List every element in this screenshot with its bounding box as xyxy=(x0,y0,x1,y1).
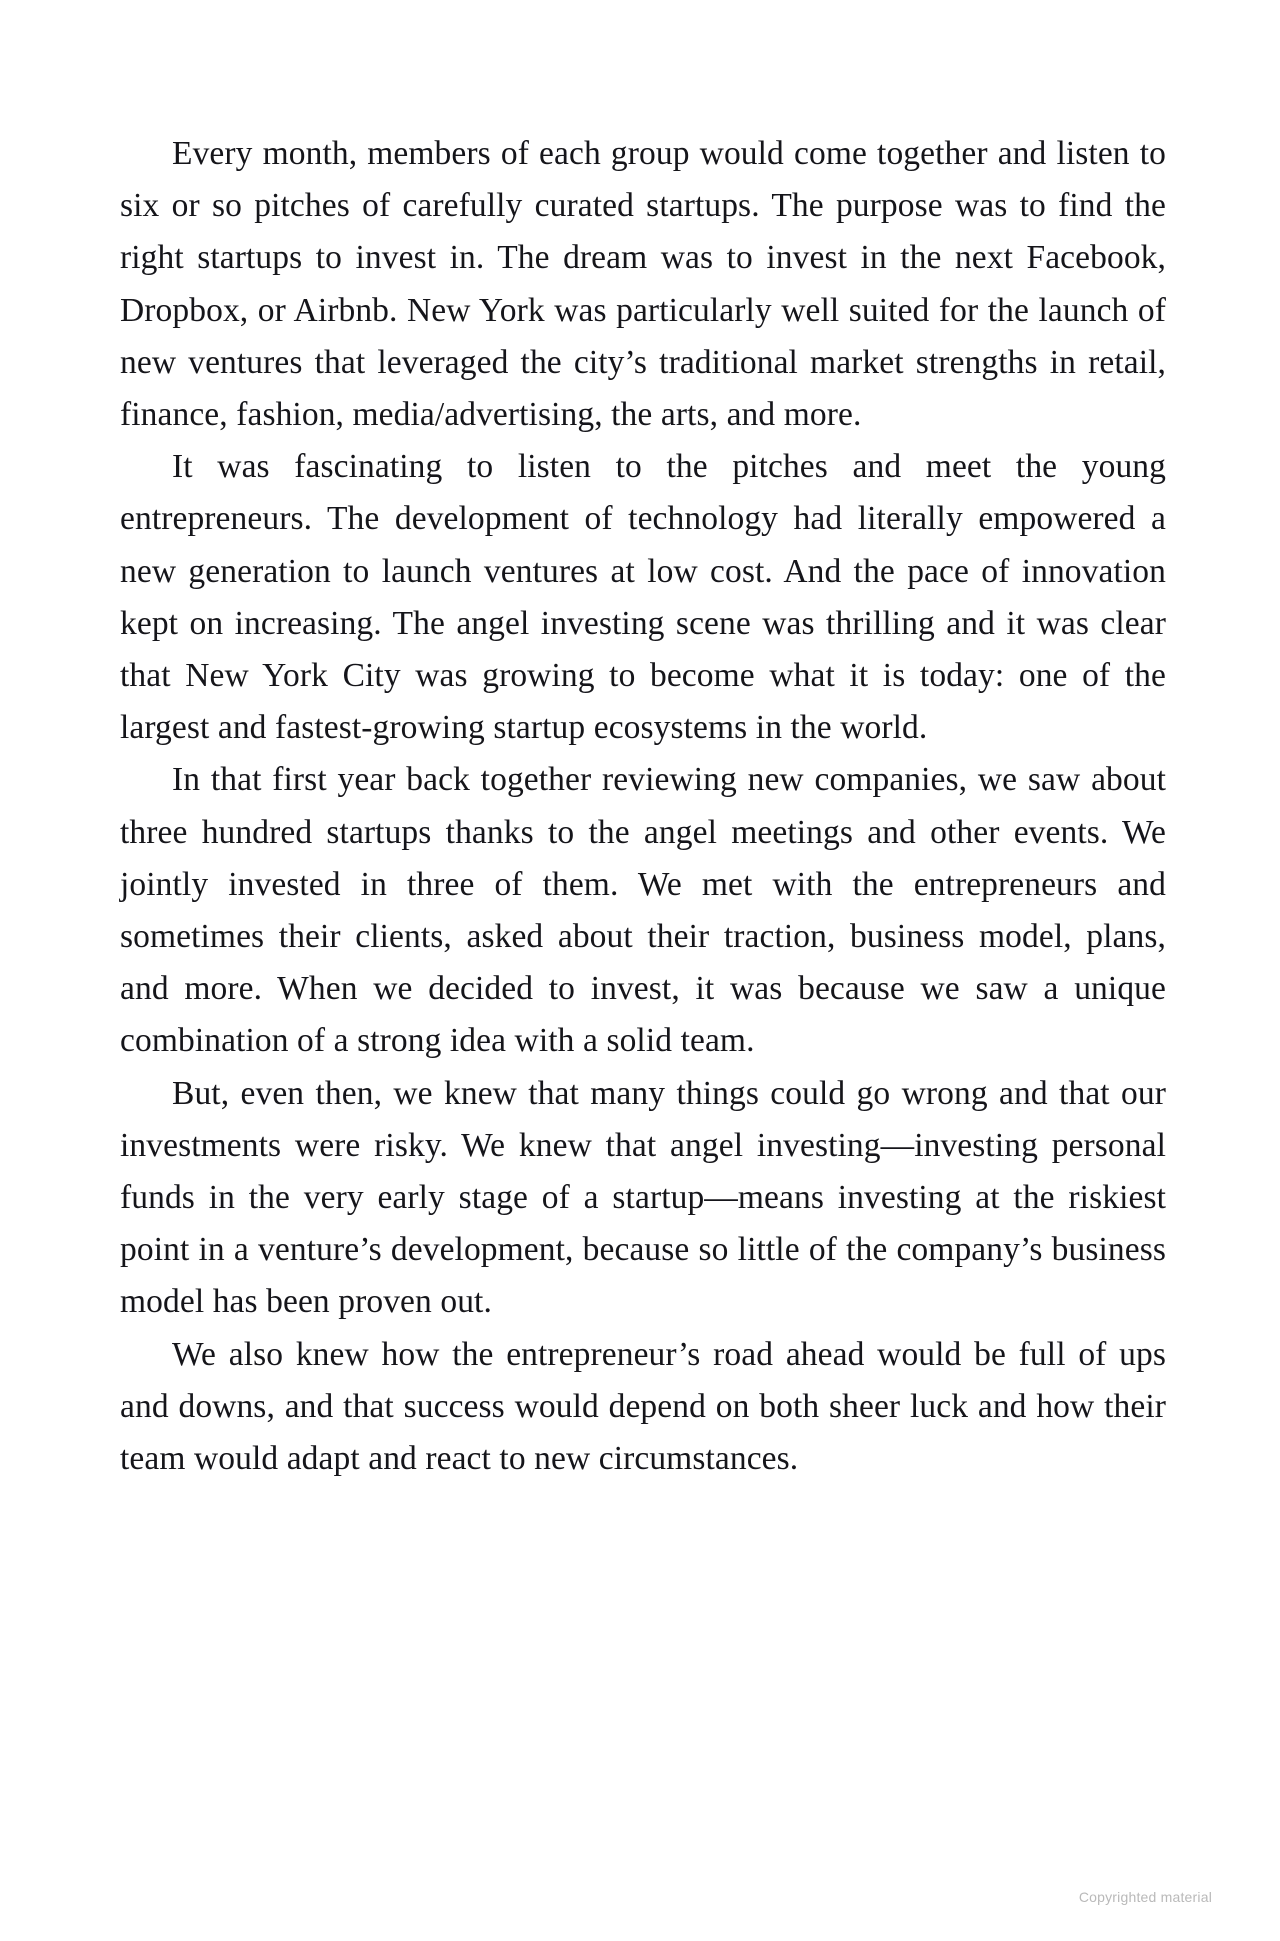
paragraph: Every month, members of each group would come together and listen to six or so pitches of carefully curated startups. The purpose was to find the right startups to invest in. The dream was to invest in the next Facebook, Dropbox, or Airbnb. New York was particularly well suited for the launch of new ventures that leveraged the city’s traditional market strengths in retail, finance, fashion, media/advertising, the arts, and more. xyxy=(120,135,1166,434)
paragraph: We also knew how the entrepreneur’s road ahead would be full of ups and downs, and that success would depend on both sheer luck and how their team would adapt and react to new circumstances. xyxy=(120,1335,1166,1478)
copyright-notice: Copyrighted material xyxy=(1078,1889,1212,1905)
paragraph: It was fascinating to listen to the pitches and meet the young entrepreneurs. The development of technology had literally empowered a new generation to launch ventures at low cost. And the pace of innovation kept on increasing. The angel investing scene was thrilling and it was clear that New York City was growing to become what it is today: one of the largest and fastest-growing startup ecosystems in the world. xyxy=(120,448,1166,747)
paragraph: In that first year back together reviewing new companies, we saw about three hundred startups thanks to the angel meetings and other events. We jointly invested in three of them. We met with the entrepreneurs and sometimes their clients, asked about their traction, business model, plans, and more. When we decided to invest, it was because we saw a unique combination of a strong idea with a solid team. xyxy=(120,761,1166,1060)
body-text-column xyxy=(120,128,1166,1485)
paragraph: But, even then, we knew that many things could go wrong and that our investments were risky. We knew that angel investing—investing personal funds in the very early stage of a startup—means investing at the riskiest point in a venture’s development, because so little of the company’s business model has been proven out. xyxy=(120,1074,1166,1321)
